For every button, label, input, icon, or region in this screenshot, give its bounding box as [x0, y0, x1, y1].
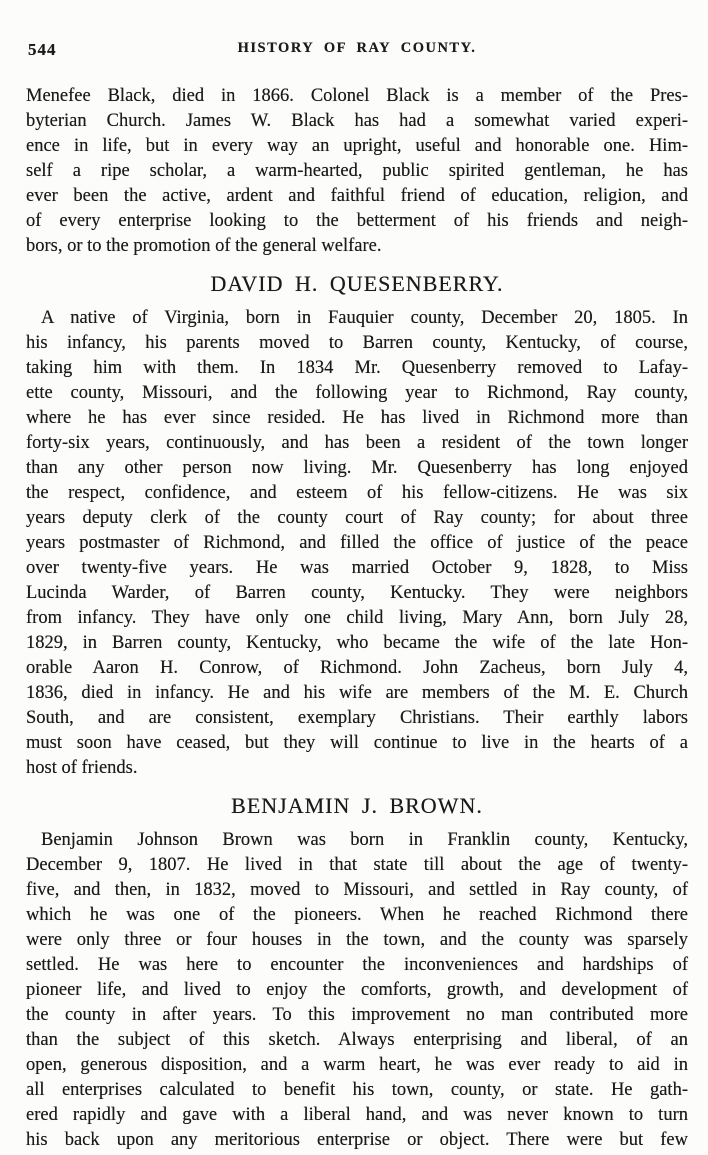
- page-number: 544: [28, 40, 57, 59]
- text-line: Benjamin Johnson Brown was born in Franklin county, Kentucky,: [41, 830, 688, 850]
- text-line: 1836, died in infancy. He and his wife are members of the M. E. Church: [26, 683, 688, 703]
- paragraph-brown: [26, 828, 688, 1153]
- text-line: bors, or to the promotion of the general welfare.: [26, 236, 382, 256]
- text-line: which he was one of the pioneers. When he reached Richmond there: [26, 905, 688, 925]
- section-heading-quesenberry: DAVID H. QUESENBERRY.: [210, 271, 504, 296]
- text-line: years postmaster of Richmond, and filled the office of justice of the peace: [26, 533, 688, 553]
- text-line: from infancy. They have only one child living, Mary Ann, born July 28,: [26, 608, 688, 628]
- text-line: taking him with them. In 1834 Mr. Quesenberry removed to Lafay-: [26, 358, 688, 378]
- text-line: ever been the active, ardent and faithful friend of education, religion, and: [26, 186, 688, 206]
- text-line: pioneer life, and lived to enjoy the comforts, growth, and development of: [26, 980, 688, 1000]
- text-line: where he has ever since resided. He has lived in Richmond more than: [26, 408, 688, 428]
- running-title: HISTORY OF RAY COUNTY.: [237, 40, 477, 56]
- text-line: open, generous disposition, and a warm heart, he was ever ready to aid in: [26, 1055, 688, 1075]
- text-line: than the subject of this sketch. Always enterprising and liberal, of an: [26, 1030, 688, 1050]
- text-line: the county in after years. To this improvement no man contributed more: [26, 1005, 688, 1025]
- running-header: [26, 40, 688, 60]
- text-line: self a ripe scholar, a warm-hearted, public spirited gentleman, he has: [26, 161, 688, 181]
- text-line: byterian Church. James W. Black has had a somewhat varied experi-: [26, 111, 688, 131]
- text-line: than any other person now living. Mr. Quesenberry has long enjoyed: [26, 458, 688, 478]
- text-line: all enterprises calculated to benefit his town, county, or state. He gath-: [26, 1080, 688, 1100]
- text-line: Menefee Black, died in 1866. Colonel Black is a member of the Pres-: [26, 86, 688, 106]
- text-line: 1829, in Barren county, Kentucky, who became the wife of the late Hon-: [26, 633, 688, 653]
- text-line: ence in life, but in every way an upright, useful and honorable one. Him-: [26, 136, 688, 156]
- text-line: of every enterprise looking to the betterment of his friends and neigh-: [26, 211, 688, 231]
- paragraph-quesenberry: [26, 306, 688, 781]
- text-line: the respect, confidence, and esteem of his fellow-citizens. He was six: [26, 483, 688, 503]
- paragraph-black-continuation: [26, 84, 688, 259]
- section-heading-brown: BENJAMIN J. BROWN.: [231, 793, 483, 818]
- text-line: five, and then, in 1832, moved to Missouri, and settled in Ray county, of: [26, 880, 688, 900]
- text-line: A native of Virginia, born in Fauquier county, December 20, 1805. In: [41, 308, 688, 328]
- text-line: his infancy, his parents moved to Barren county, Kentucky, of course,: [26, 333, 688, 353]
- text-line: ered rapidly and gave with a liberal hand, and was never known to turn: [26, 1105, 688, 1125]
- text-line: over twenty-five years. He was married October 9, 1828, to Miss: [26, 558, 688, 578]
- text-line: forty-six years, continuously, and has been a resident of the town longer: [26, 433, 688, 453]
- text-line: December 9, 1807. He lived in that state till about the age of twenty-: [26, 855, 688, 875]
- text-line: years deputy clerk of the county court of Ray county; for about three: [26, 508, 688, 528]
- text-line: his back upon any meritorious enterprise or object. There were but few: [26, 1130, 688, 1150]
- text-line: host of friends.: [26, 758, 138, 778]
- text-line: orable Aaron H. Conrow, of Richmond. John Zacheus, born July 4,: [26, 658, 688, 678]
- text-line: Lucinda Warder, of Barren county, Kentucky. They were neighbors: [26, 583, 688, 603]
- text-line: were only three or four houses in the town, and the county was sparsely: [26, 930, 688, 950]
- text-line: settled. He was here to encounter the inconveniences and hardships of: [26, 955, 688, 975]
- text-line: South, and are consistent, exemplary Christians. Their earthly labors: [26, 708, 688, 728]
- text-line: ette county, Missouri, and the following year to Richmond, Ray county,: [26, 383, 688, 403]
- text-line: must soon have ceased, but they will continue to live in the hearts of a: [26, 733, 688, 753]
